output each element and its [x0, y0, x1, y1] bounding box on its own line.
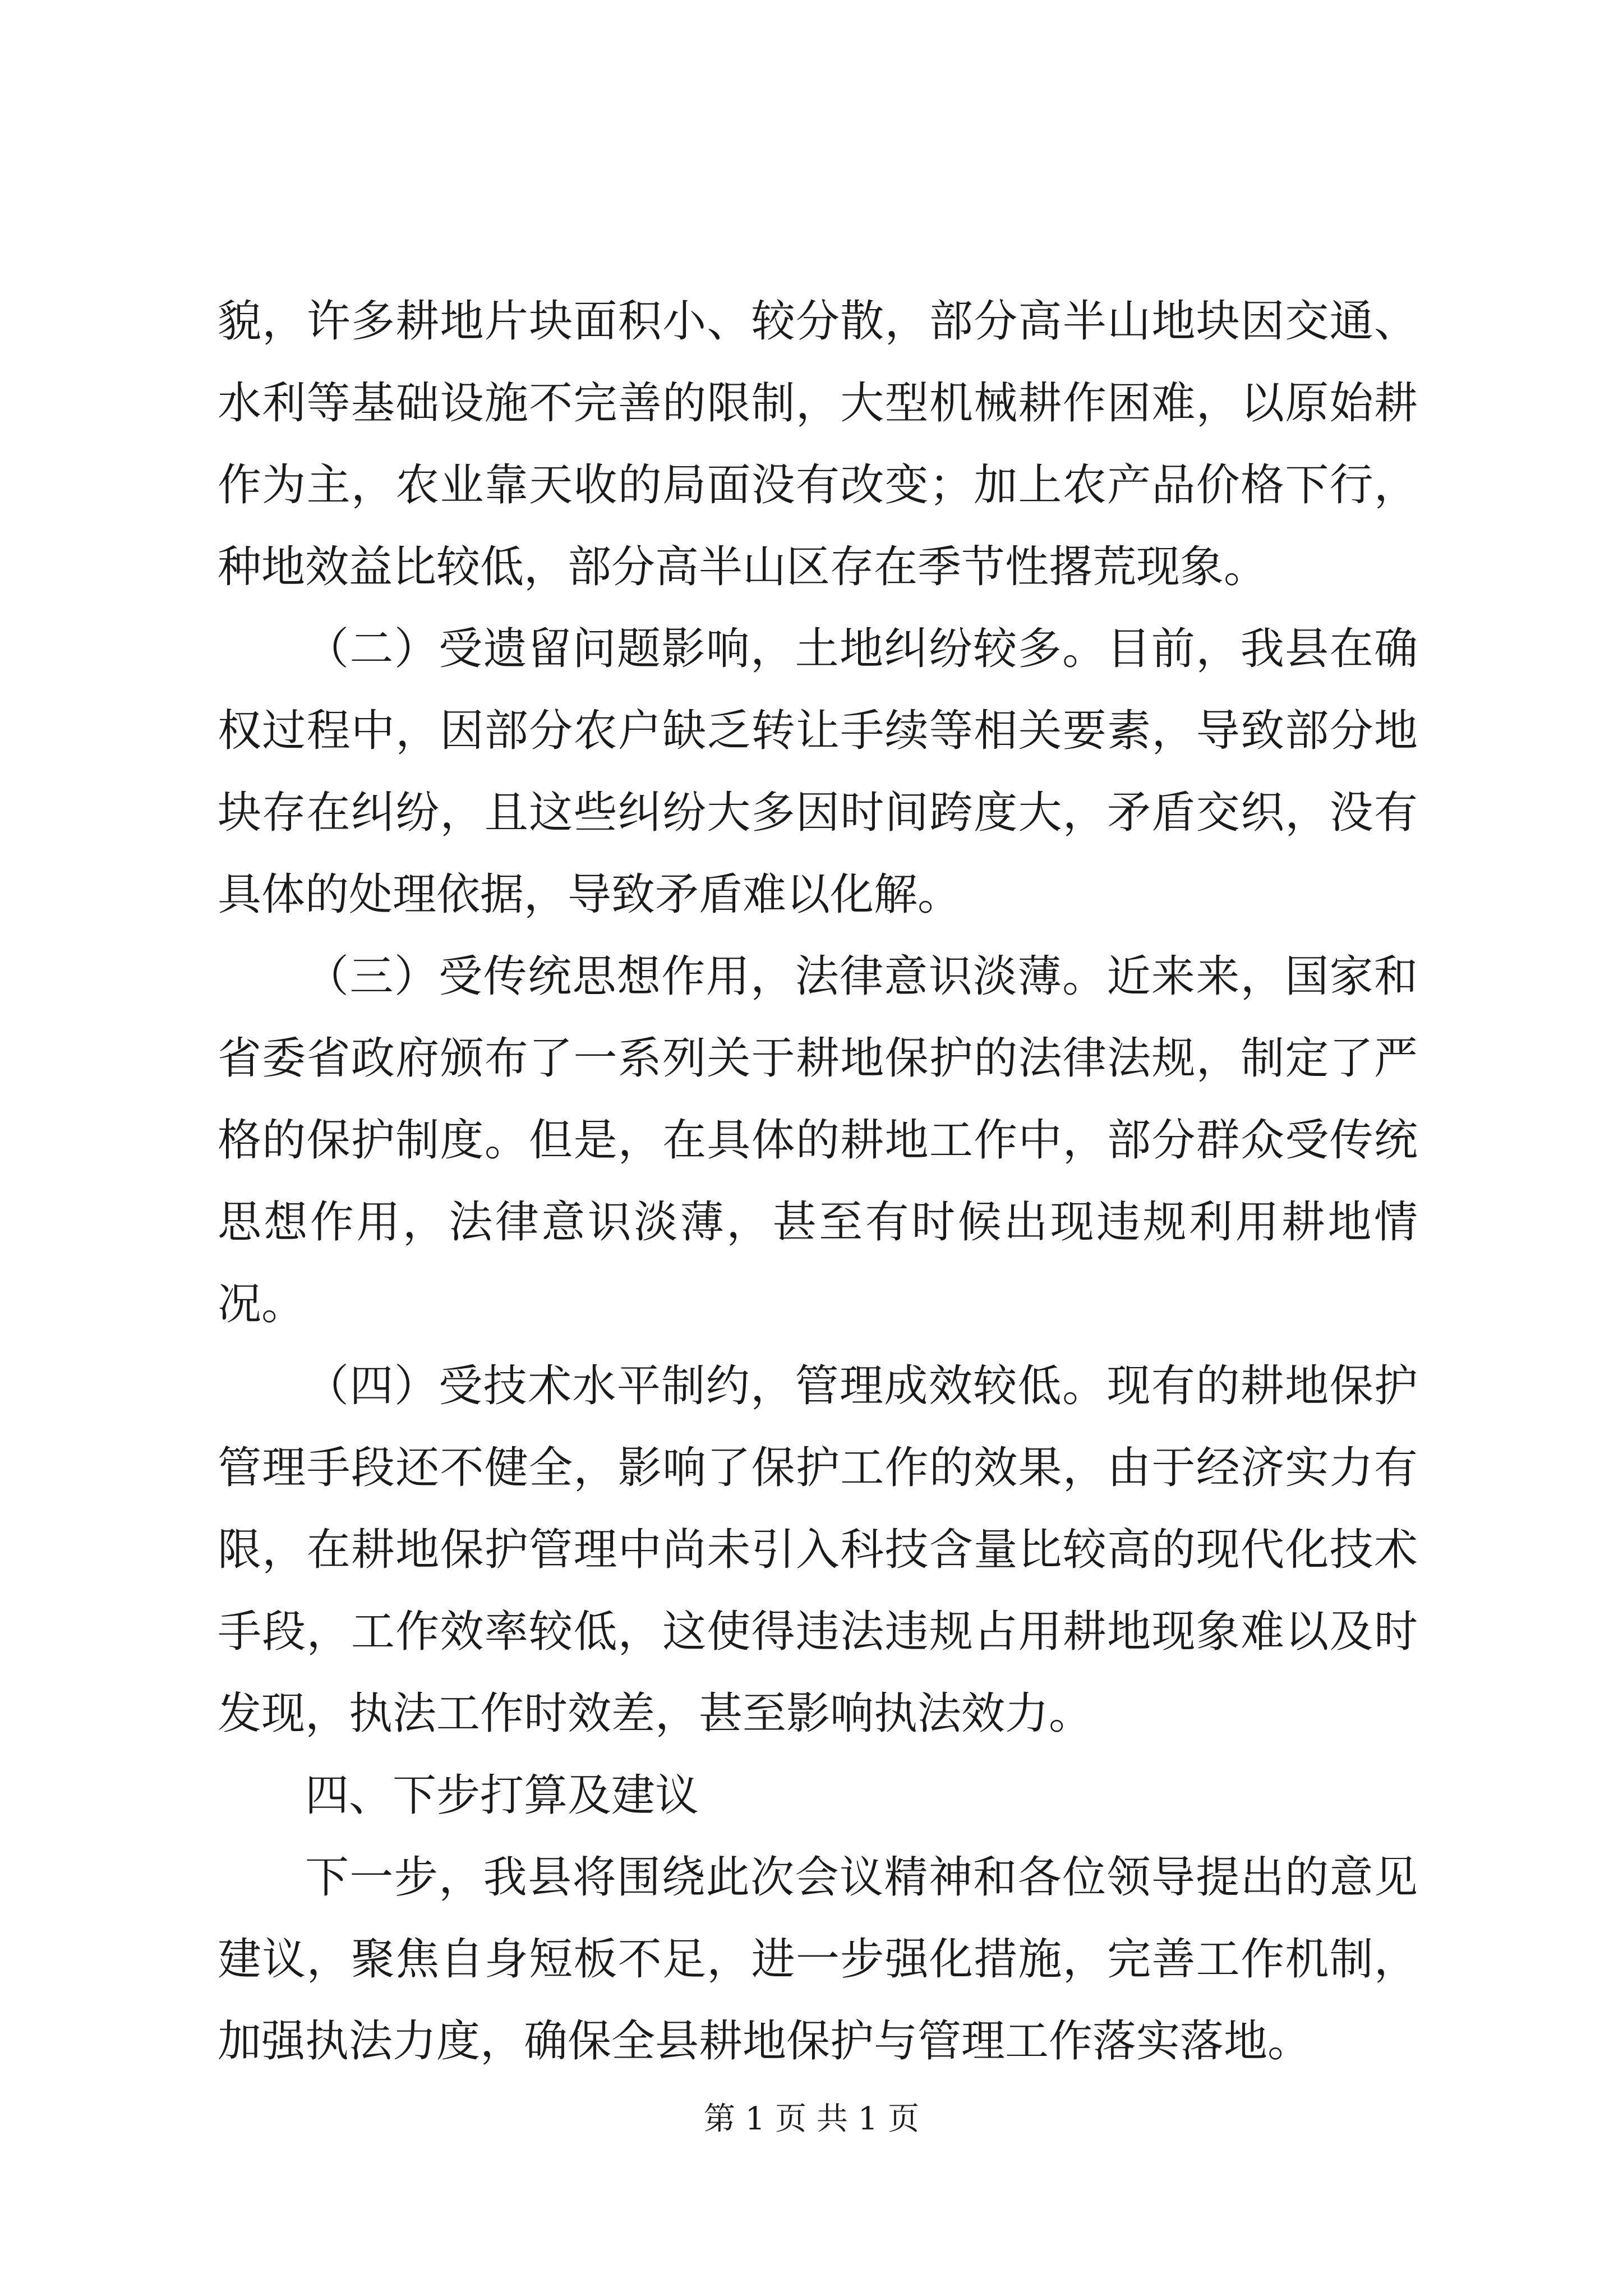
paragraph-section-three: （三）受传统思想作用，法律意识淡薄。近来来，国家和省委省政府颁布了一系列关于耕地保护的法律法规，制定了严格的保护制度。但是，在具体的耕地工作中，部分群众受传统思想作用，法律意识淡薄，甚至有时候出现违规利用耕地情况。 — [218, 951, 1418, 1329]
paragraph-continuation: 貌，许多耕地片块面积小、较分散，部分高半山地块因交通、水利等基础设施不完善的限制，大型机械耕作困难，以原始耕作为主，农业靠天收的局面没有改变；加上农产品价格下行，种地效益比较低，部分高半山区存在季节性撂荒现象。 — [218, 296, 1418, 592]
document-body — [218, 280, 1418, 2082]
paragraph-section-two: （二）受遗留问题影响，土地纠纷较多。目前，我县在确权过程中，因部分农户缺乏转让手续等相关要素，导致部分地块存在纠纷，且这些纠纷大多因时间跨度大，矛盾交织，没有具体的处理依据，导致矛盾难以化解。 — [218, 624, 1418, 920]
paragraph-next-steps: 下一步，我县将围绕此次会议精神和各位领导提出的意见建议，聚焦自身短板不足，进一步强化措施，完善工作机制，加强执法力度，确保全县耕地保护与管理工作落实落地。 — [218, 1852, 1418, 2067]
section-heading-next-steps: 四、下步打算及建议 — [305, 1770, 699, 1821]
paragraph-section-four: （四）受技术水平制约，管理成效较低。现有的耕地保护管理手段还不健全，影响了保护工作的效果，由于经济实力有限，在耕地保护管理中尚未引入科技含量比较高的现代化技术手段，工作效率较低，这使得违法违规占用耕地现象难以及时发现，执法工作时效差，甚至影响执法效力。 — [218, 1361, 1418, 1739]
page-footer: 第 1 页 共 1 页 — [703, 2101, 920, 2137]
